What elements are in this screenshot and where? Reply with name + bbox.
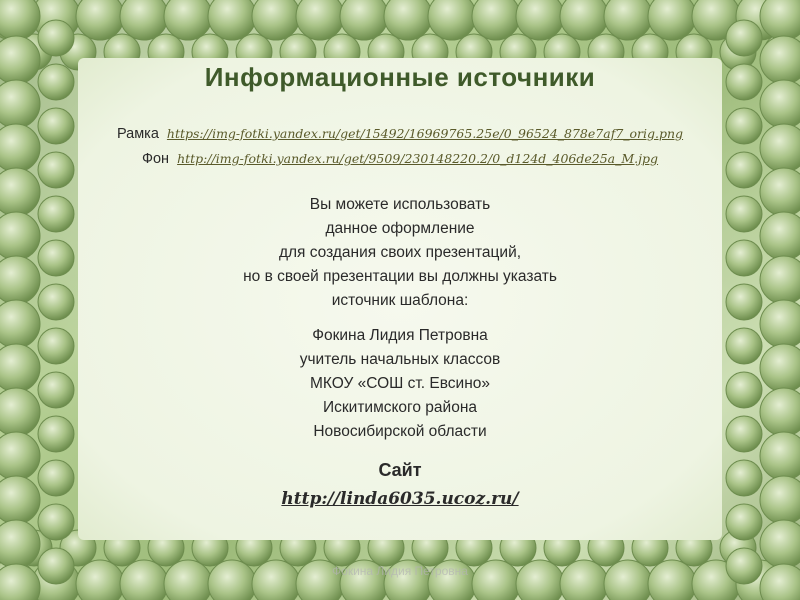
usage-line: Вы можете использовать — [309, 196, 491, 213]
slide-title: Информационные источники — [204, 62, 596, 92]
author-block — [0, 324, 800, 444]
author-district: Искитимского района — [322, 399, 477, 416]
source-background-line — [0, 151, 800, 167]
site-heading: Сайт — [378, 460, 422, 480]
usage-line: источник шаблона: — [331, 292, 469, 309]
author-position: учитель начальных классов — [299, 351, 501, 368]
source-frame-line — [0, 126, 800, 142]
footer-watermark: Фокина Лидия Петровна — [332, 564, 468, 578]
source-background-link[interactable]: http://img-fotki.yandex.ru/get/9509/230148220.2/0_d124d_406de25a_M.jpg — [177, 151, 659, 166]
usage-line: но в своей презентации вы должны указать — [243, 268, 557, 285]
site-link-line — [0, 489, 800, 509]
author-school: МКОУ «СОШ ст. Евсино» — [309, 375, 491, 392]
source-frame-label: Рамка — [116, 126, 159, 142]
author-region: Новосибирской области — [313, 423, 487, 440]
author-name: Фокина Лидия Петровна — [312, 327, 488, 344]
usage-line: для создания своих презентаций, — [278, 244, 522, 261]
site-link[interactable]: http://linda6035.ucoz.ru/ — [281, 489, 519, 509]
usage-paragraph — [0, 193, 800, 313]
source-frame-link[interactable]: https://img-fotki.yandex.ru/get/15492/16969765.25e/0_96524_878e7af7_orig.png — [166, 126, 684, 141]
source-background-label: Фон — [141, 151, 170, 167]
usage-line: данное оформление — [325, 220, 475, 237]
